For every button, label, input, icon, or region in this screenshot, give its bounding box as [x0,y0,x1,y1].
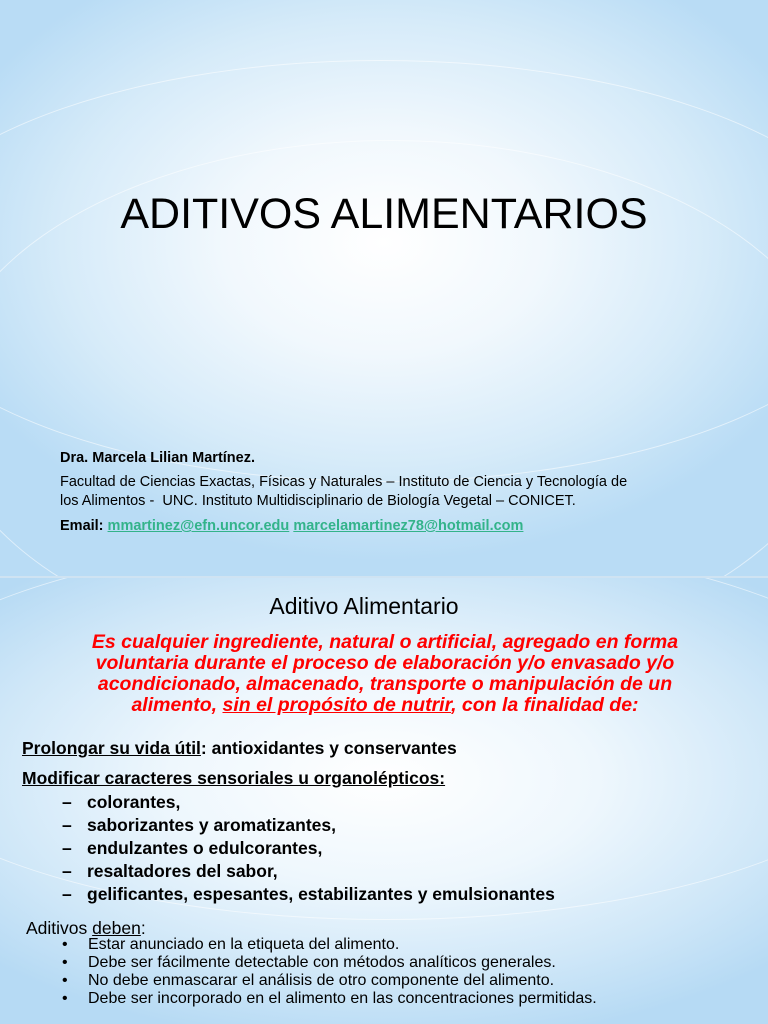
definition-line: Es cualquier ingrediente, natural o artificial, agregado en forma [91,631,679,653]
deben-heading-part: : [140,918,146,938]
definition-text [40,632,730,716]
definition-line [40,695,730,716]
definition-line: voluntaria durante el proceso de elaboración y/o envasado y/o [95,652,675,674]
list-item [62,990,597,1008]
list-item-text: resaltadores del sabor, [87,861,278,881]
prolongar-line [22,738,457,759]
bullet-marker: • [62,990,68,1007]
list-item [62,791,555,814]
list-item [62,972,597,990]
affiliation-line: los Alimentos - UNC. Instituto Multidisciplinario de Biología Vegetal – CONICET. [60,493,576,509]
list-item-text: No debe enmascarar el análisis de otro componente del alimento. [88,972,555,989]
slide-title: ADITIVOS ALIMENTARIOS [120,190,648,238]
dash-marker: – [62,884,72,904]
list-item-text: gelificantes, espesantes, estabilizantes y emulsionantes [87,884,555,904]
definition-emphasis: sin el propósito de nutrir [222,694,452,716]
list-item [62,860,555,883]
list-item [62,883,555,906]
list-item [62,936,597,954]
email-link-2[interactable]: marcelamartinez78@hotmail.com [293,518,524,534]
prolongar-label: Prolongar su vida útil [22,738,201,758]
definition-part: , con la finalidad de: [451,694,639,716]
list-item-text: Debe ser incorporado en el alimento en las concentraciones permitidas. [88,990,597,1007]
modificar-label: Modificar caracteres sensoriales u organolépticos: [22,768,446,788]
deben-heading-emphasis: deben [92,918,141,938]
list-item-text: saborizantes y aromatizantes, [87,815,336,835]
dash-marker: – [62,838,72,858]
definition-line: acondicionado, almacenado, transporte o manipulación de un [97,673,673,695]
dash-marker: – [62,792,72,812]
list-item-text: Estar anunciado en la etiqueta del alimento. [88,936,400,953]
deben-heading-part: Aditivos [26,918,93,938]
deben-list [62,936,597,1008]
list-item [62,814,555,837]
bullet-marker: • [62,972,68,989]
email-row [60,518,523,534]
author-name: Dra. Marcela Lilian Martínez. [60,450,256,466]
definition-part: alimento, [131,694,223,716]
email-label: Email: [60,518,104,534]
dash-marker: – [62,815,72,835]
list-item [62,837,555,860]
list-item-text: endulzantes o edulcorantes, [87,838,323,858]
dash-marker: – [62,861,72,881]
prolongar-text: : antioxidantes y conservantes [200,738,457,758]
list-item-text: Debe ser fácilmente detectable con métodos analíticos generales. [88,954,556,971]
list-item [62,954,597,972]
email-link-1[interactable]: mmartinez@efn.uncor.edu [107,518,290,534]
bullet-marker: • [62,954,68,971]
affiliation [60,473,740,511]
section-heading: Aditivo Alimentario [269,593,459,619]
modificar-list [62,791,555,906]
list-item-text: colorantes, [87,792,181,812]
bullet-marker: • [62,936,68,953]
affiliation-line: Facultad de Ciencias Exactas, Físicas y Naturales – Instituto de Ciencia y Tecnología de [60,474,628,490]
